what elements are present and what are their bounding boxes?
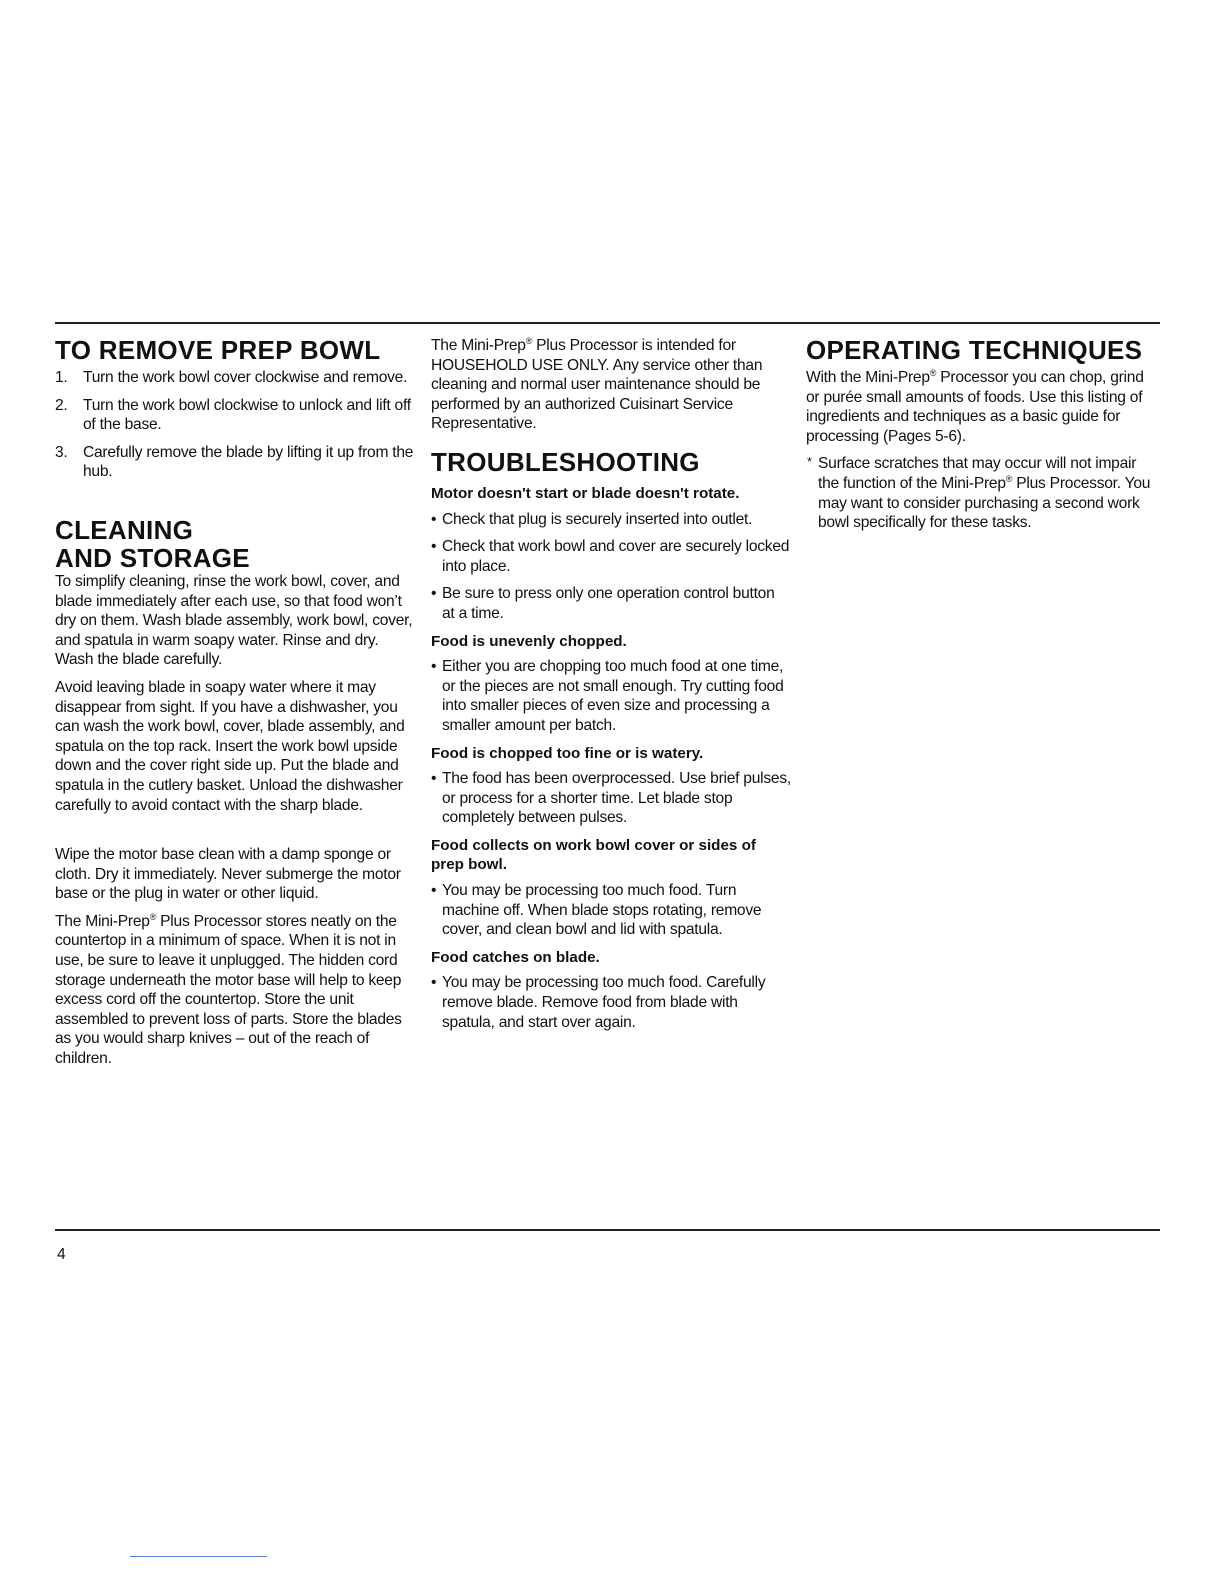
asterisk: *: [807, 454, 812, 470]
page-number: 4: [57, 1246, 66, 1263]
trouble-list: [431, 769, 791, 828]
trouble-bullet: • Check that plug is securely inserted into outlet.: [431, 510, 791, 530]
trouble-list: [431, 881, 791, 940]
cleaning-heading: CLEANING AND STORAGE: [55, 514, 250, 573]
operating-techniques-heading: OPERATING TECHNIQUES: [806, 335, 1143, 365]
cleaning-paragraph: Avoid leaving blade in soapy water where it may disappear from sight. If you have a dishwasher, you can wash the work bowl, cover, blade assembly, and spatula on the top rack. Insert the work bowl upside down and the cover right side up. Put the blade and spatula in the cutlery basket. Unload the dishwasher carefully to avoid contact with the sharp blade.: [55, 678, 405, 814]
trouble-list: [431, 657, 791, 735]
trouble-bullet: • The food has been overprocessed. Use brief pulses, or process for a shorter time. Let blade stop completely between pulses.: [431, 769, 791, 828]
footnote: * Surface scratches that may occur will not impair the function of the Mini-Prep® Plus Processor. You may want to consider purchasing a second work bowl specifically for these tasks.: [807, 454, 1151, 532]
operating-paragraph: With the Mini-Prep® Processor you can chop, grind or purée small amounts of foods. Use this listing of ingredients and techniques as a basic guide for processing (Pages 5-6).: [806, 367, 1144, 445]
trouble-bullet: • You may be processing too much food. Carefully remove blade. Remove food from blade with spatula, and start over again.: [431, 973, 791, 1032]
blue-underline: [130, 1556, 267, 1557]
middle-column: [431, 336, 791, 1040]
trouble-list: [431, 973, 791, 1032]
remove-step: 1. Turn the work bowl cover clockwise and remove.: [55, 369, 408, 386]
remove-prep-bowl-heading: TO REMOVE PREP BOWL: [55, 335, 381, 365]
trouble-subheading: Food catches on blade.: [431, 948, 600, 966]
trouble-subheading: Motor doesn't start or blade doesn't rotate.: [431, 484, 740, 502]
trouble-subheading: Food collects on work bowl cover or sides of prep bowl.: [431, 836, 756, 874]
trouble-subheading: Food is unevenly chopped.: [431, 632, 627, 650]
bottom-rule: [55, 1229, 1160, 1231]
trouble-bullet: • You may be processing too much food. Turn machine off. When blade stops rotating, remove cover, and clean bowl and lid with spatula.: [431, 881, 791, 940]
top-rule: [55, 322, 1160, 324]
troubleshooting-heading: TROUBLESHOOTING: [431, 446, 700, 477]
storage-paragraph: The Mini-Prep® Plus Processor stores neatly on the countertop in a minimum of space. When it is not in use, be sure to leave it unplugged. The hidden cord storage underneath the motor base will help to keep excess cord off the countertop. Store the unit assembled to prevent loss of parts. Store the blades as you would sharp knives – out of the reach of children.: [55, 911, 402, 1068]
right-column: [806, 336, 1156, 541]
trouble-bullet: • Either you are chopping too much food at one time, or the pieces are not small enough. Try cutting food into smaller pieces of even size and processing a smaller amount per batch.: [431, 657, 791, 735]
left-column: [55, 336, 415, 1077]
household-use-paragraph: The Mini-Prep® Plus Processor is intended for HOUSEHOLD USE ONLY. Any service other than cleaning and normal user maintenance should be performed by an authorized Cuisinart Service Representative.: [431, 335, 763, 433]
remove-step: 3. Carefully remove the blade by lifting it up from the hub.: [55, 443, 414, 481]
cleaning-paragraph: To simplify cleaning, rinse the work bowl, cover, and blade immediately after each use, so that food won’t dry on them. Wash blade assembly, work bowl, cover, and spatula in warm soapy water. Rinse and dry. Wash the blade carefully.: [55, 572, 413, 669]
cleaning-paragraph: Wipe the motor base clean with a damp sponge or cloth. Dry it immediately. Never submerge the motor base or the plug in water or other liquid.: [55, 846, 401, 903]
trouble-subheading: Food is chopped too fine or is watery.: [431, 744, 704, 762]
trouble-bullet: • Be sure to press only one operation control button at a time.: [431, 584, 791, 623]
trouble-list: [431, 510, 791, 624]
remove-steps-list: [55, 368, 415, 482]
trouble-bullet: • Check that work bowl and cover are securely locked into place.: [431, 537, 791, 576]
remove-step: 2. Turn the work bowl clockwise to unlock and lift off of the base.: [55, 396, 411, 434]
